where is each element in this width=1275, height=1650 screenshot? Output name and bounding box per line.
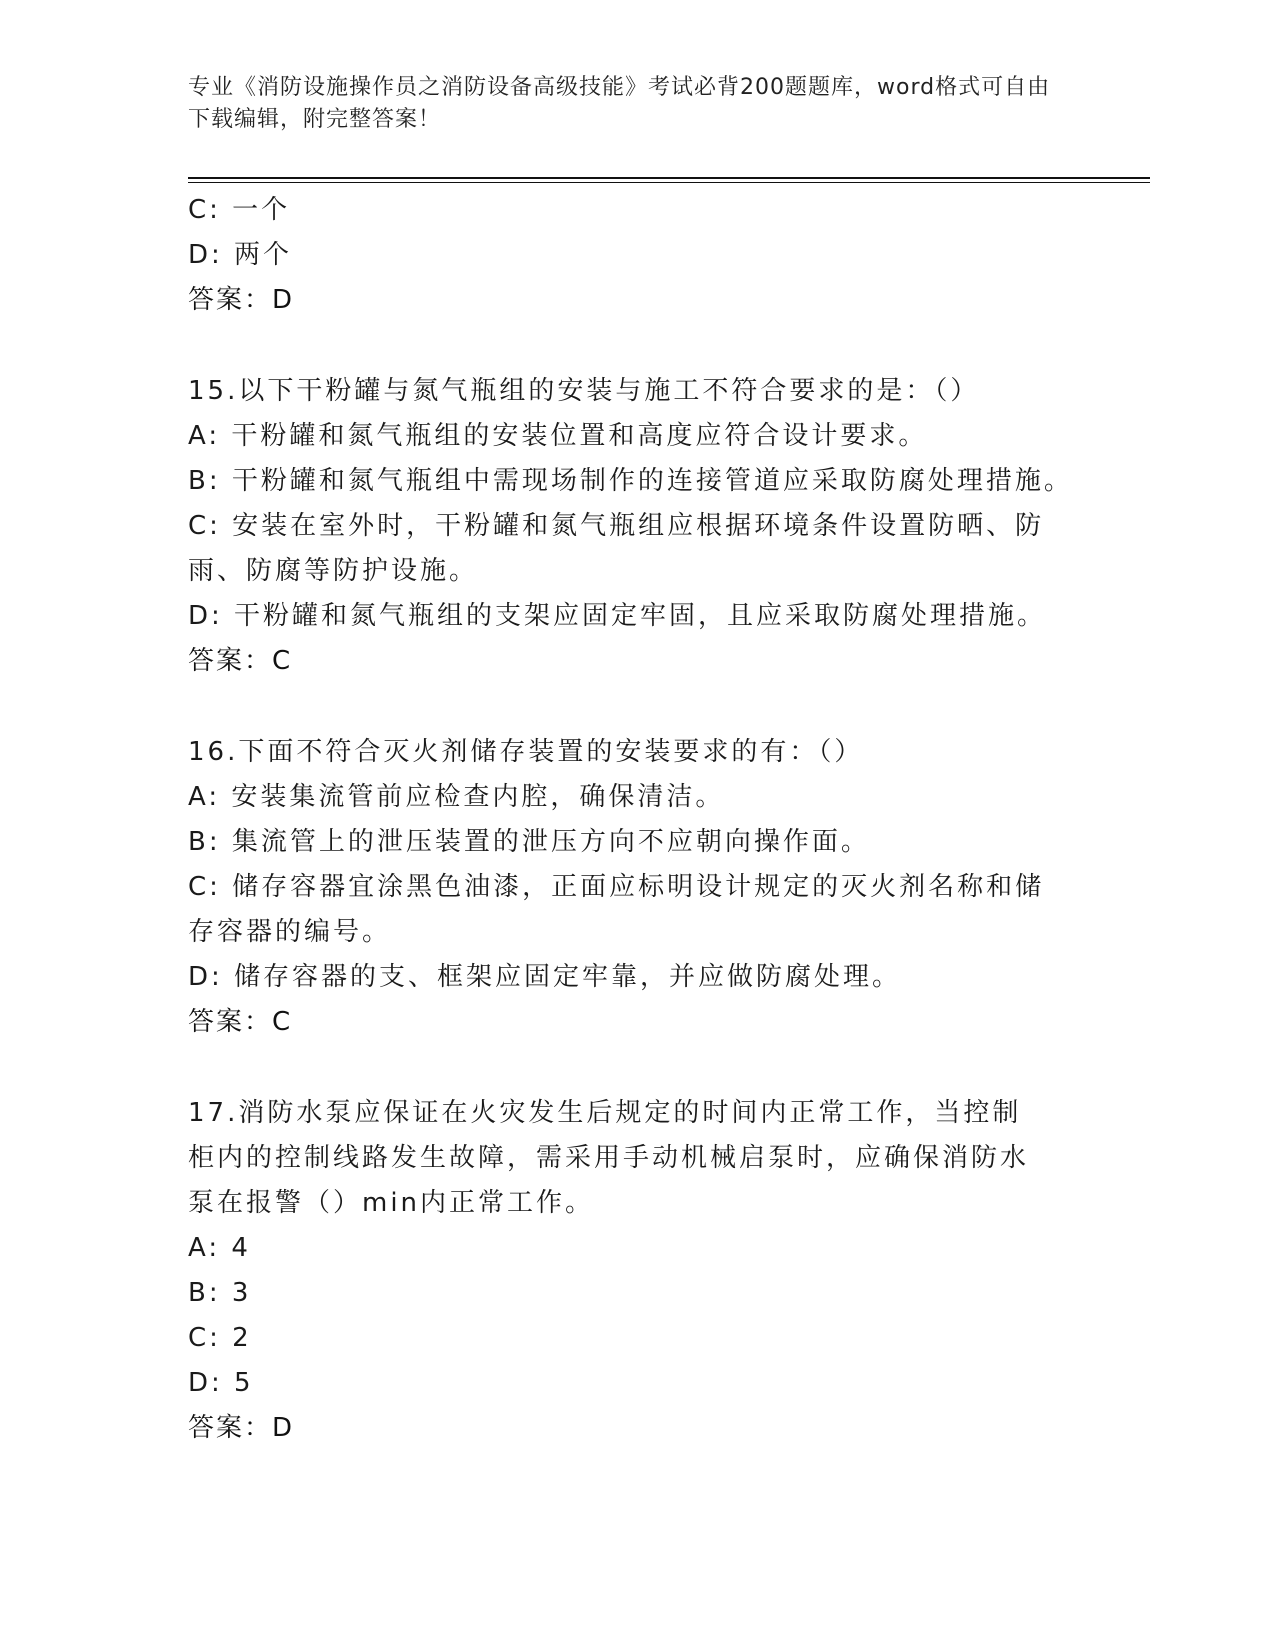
option-a: A: 4 — [188, 1233, 251, 1263]
option-d: D: 储存容器的支、框架应固定牢靠，并应做防腐处理。 — [188, 962, 902, 992]
option-d: D: 5 — [188, 1368, 254, 1398]
question-stem: 15.以下干粉罐与氮气瓶组的安装与施工不符合要求的是：（） — [188, 376, 980, 406]
option-a: A: 安装集流管前应检查内腔，确保清洁。 — [188, 782, 725, 812]
question-stem: 17.消防水泵应保证在火灾发生后规定的时间内正常工作，当控制柜内的控制线路发生故障，需采用手动机械启泵时，应确保消防水泵在报警（）min内正常工作。 — [188, 1098, 1030, 1218]
header-rule-thick — [188, 177, 1150, 179]
answer-line: 答案：C — [188, 646, 293, 676]
question-stem: 16.下面不符合灭火剂储存装置的安装要求的有：（） — [188, 737, 864, 767]
question-block-14 — [188, 188, 1068, 323]
option-c: C: 储存容器宜涂黑色油漆，正面应标明设计规定的灭火剂名称和储存容器的编号。 — [188, 872, 1045, 947]
option-c: C: 一个 — [188, 195, 291, 225]
option-c: C: 2 — [188, 1323, 252, 1353]
option-a: A: 干粉罐和氮气瓶组的安装位置和高度应符合设计要求。 — [188, 421, 928, 451]
option-d: D: 两个 — [188, 240, 293, 270]
question-block-16 — [188, 730, 1068, 1045]
question-list — [188, 188, 1073, 1451]
answer-line: 答案：C — [188, 1007, 293, 1037]
document-header: 专业《消防设施操作员之消防设备高级技能》考试必背200题题库，word格式可自由下载编辑，附完整答案！ — [188, 75, 1051, 132]
spacer — [188, 1045, 1068, 1091]
answer-line: 答案：D — [188, 285, 295, 315]
question-block-15 — [188, 369, 1073, 684]
header-rule-thin — [188, 182, 1150, 183]
option-b: B: 集流管上的泄压装置的泄压方向不应朝向操作面。 — [188, 827, 870, 857]
option-b: B: 干粉罐和氮气瓶组中需现场制作的连接管道应采取防腐处理措施。 — [188, 466, 1073, 496]
option-c: C: 安装在室外时，干粉罐和氮气瓶组应根据环境条件设置防晒、防雨、防腐等防护设施。 — [188, 511, 1045, 586]
option-d: D: 干粉罐和氮气瓶组的支架应固定牢固，且应采取防腐处理措施。 — [188, 601, 1047, 631]
option-b: B: 3 — [188, 1278, 252, 1308]
spacer — [188, 323, 1068, 369]
question-block-17 — [188, 1091, 1068, 1451]
answer-line: 答案：D — [188, 1413, 295, 1443]
spacer — [188, 684, 1068, 730]
